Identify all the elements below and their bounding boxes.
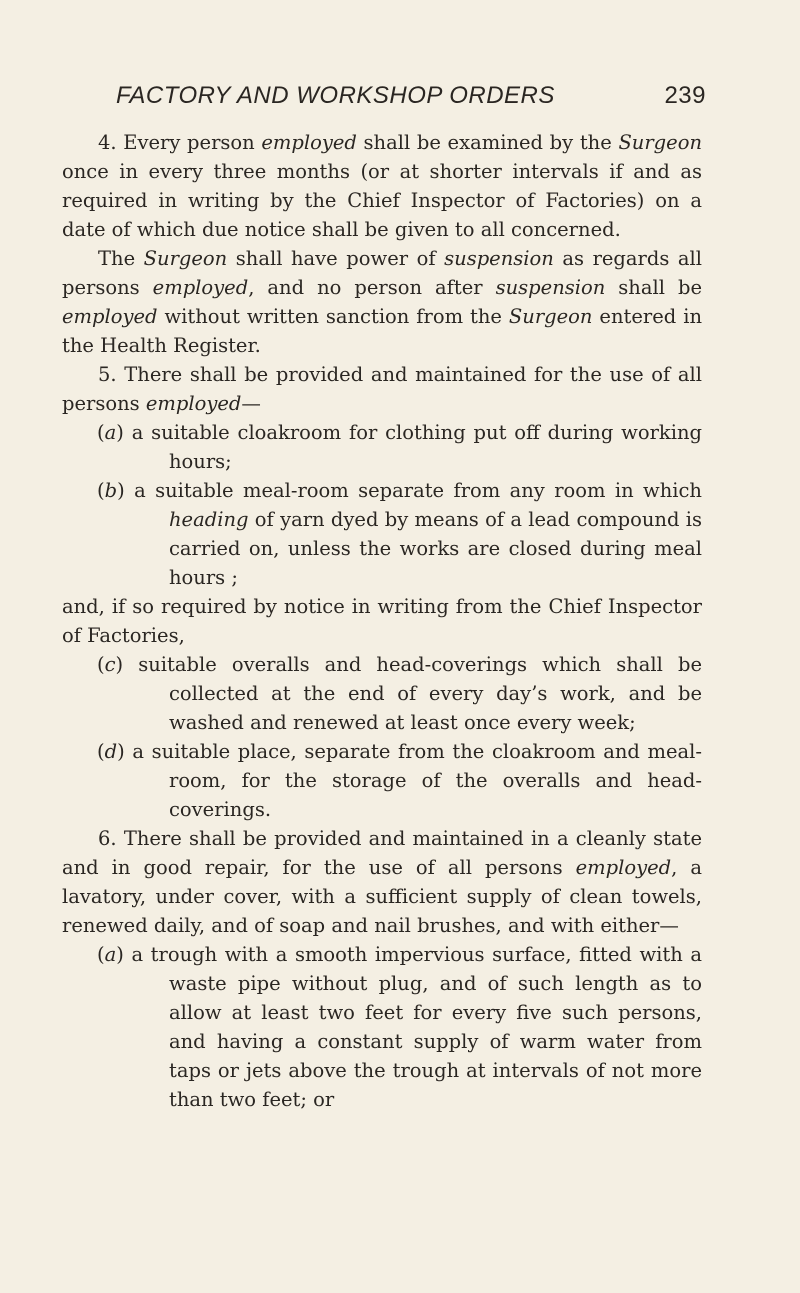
- text-run: once in every three months (or at shorter intervals if and as required in writing by the Chief Inspector of Factories) on a date of which due notice shall be given to all concerned.: [62, 160, 702, 241]
- item-letter: d: [104, 740, 118, 763]
- text-run: ) a suitable place, separate from the cloakroom and meal-room, for the storage of the overalls and head-coverings.: [117, 740, 702, 821]
- text-run: (: [97, 421, 105, 444]
- text-run: shall have power of: [227, 247, 445, 270]
- text-run: (: [97, 479, 105, 502]
- text-run: 6. There shall be provided and maintained in a cleanly state and in good repair, for the use of all persons: [62, 827, 702, 879]
- running-header: [116, 82, 706, 118]
- italic-run: employed: [145, 392, 242, 415]
- text-run: ) a suitable meal-room separate from any room in which: [117, 479, 702, 502]
- body-text: [62, 128, 702, 1114]
- paragraph-6: [62, 824, 702, 940]
- text-run: —: [241, 392, 261, 415]
- paragraph-4: [62, 128, 702, 244]
- text-run: shall be: [605, 276, 702, 299]
- italic-run: Surgeon: [618, 131, 702, 154]
- list-item-5a: [62, 418, 702, 476]
- italic-run: Surgeon: [143, 247, 228, 270]
- text-run: of yarn dyed by means of a lead compound is carried on, unless the works are closed during meal hours ;: [169, 508, 702, 589]
- italic-run: employed: [62, 305, 158, 328]
- italic-run: Surgeon: [508, 305, 593, 328]
- running-title: FACTORY AND WORKSHOP ORDERS: [116, 82, 555, 109]
- text-run: without written sanction from the: [157, 305, 509, 328]
- text-run: as regards all persons: [62, 247, 702, 299]
- paragraph-4-continued: [62, 244, 702, 360]
- text-run: ) a suitable cloakroom for clothing put off during working hours;: [116, 421, 702, 473]
- italic-run: employed: [261, 131, 357, 154]
- text-run: (: [97, 653, 105, 676]
- italic-run: heading: [169, 508, 249, 531]
- text-run: (: [97, 740, 105, 763]
- text-run: (: [97, 943, 105, 966]
- list-item-6a: [62, 940, 702, 1114]
- text-run: 4. Every person: [98, 131, 262, 154]
- item-letter: c: [104, 653, 116, 676]
- text-run: entered in the Health Register.: [62, 305, 703, 357]
- text-run: The: [98, 247, 144, 270]
- text-run: 5. There shall be provided and maintained for the use of all persons: [62, 363, 702, 415]
- text-run: shall be examined by the: [356, 131, 619, 154]
- list-item-5c: [62, 650, 702, 737]
- italic-run: employed: [152, 276, 249, 299]
- item-letter: a: [104, 421, 117, 444]
- page-number: 239: [664, 82, 706, 109]
- list-item-5b: [62, 476, 702, 592]
- text-run: ) a trough with a smooth impervious surface, fitted with a waste pipe without plug, and of such length as to allow at least two feet for every five such persons, and having a constant supply of warm water from taps or jets above the trough at intervals of not more than two feet; or: [116, 943, 702, 1111]
- text-run: , and no person after: [248, 276, 496, 299]
- text-run: ) suitable overalls and head-coverings which shall be collected at the end of every day’s work, and be washed and renewed at least once every week;: [115, 653, 702, 734]
- italic-run: suspension: [495, 276, 606, 299]
- list-item-5d: [62, 737, 702, 824]
- italic-run: employed: [575, 856, 672, 879]
- paragraph-5: [62, 360, 702, 418]
- paragraph-5-continued: and, if so required by notice in writing from the Chief Inspector of Factories,: [62, 595, 702, 647]
- text-run: , a lavatory, under cover, with a sufficient supply of clean towels, renewed daily, and of soap and nail brushes, and with either—: [62, 856, 702, 937]
- item-letter: b: [104, 479, 118, 502]
- italic-run: suspension: [444, 247, 554, 270]
- item-letter: a: [104, 943, 117, 966]
